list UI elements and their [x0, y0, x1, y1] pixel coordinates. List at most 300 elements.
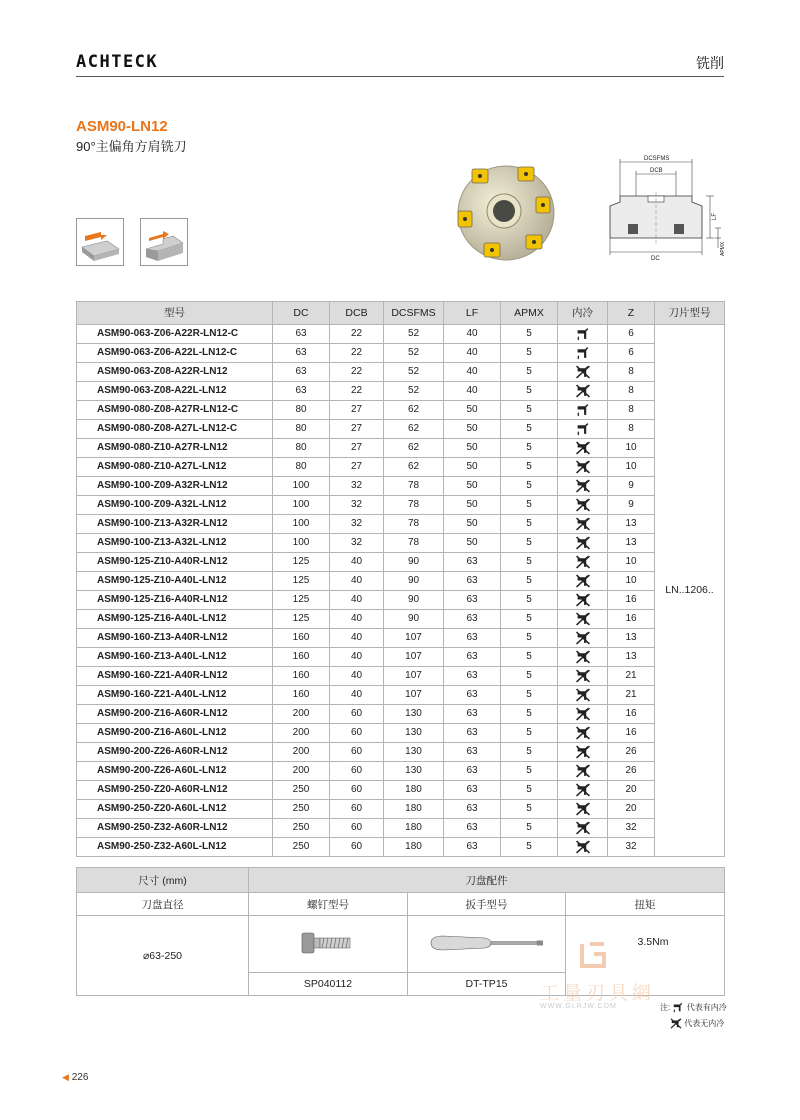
cell-apmx: 5 — [501, 401, 558, 420]
cell-dcb: 60 — [330, 724, 384, 743]
cell-dcsfms: 52 — [384, 363, 444, 382]
cell-apmx: 5 — [501, 819, 558, 838]
cell-dcb: 22 — [330, 363, 384, 382]
internal-coolant-icon — [558, 344, 608, 363]
cell-dc: 160 — [273, 686, 330, 705]
cell-model: ASM90-100-Z09-A32L-LN12 — [77, 496, 273, 515]
cell-z: 21 — [608, 667, 655, 686]
cell-lf: 63 — [444, 553, 501, 572]
cell-z: 8 — [608, 382, 655, 401]
cell-apmx: 5 — [501, 553, 558, 572]
diameter-header: 刀盘直径 — [77, 893, 249, 916]
header-dcsfms: DCSFMS — [384, 302, 444, 325]
cell-dcb: 60 — [330, 781, 384, 800]
table-row — [77, 762, 725, 781]
wrench-icon — [427, 933, 547, 953]
no-coolant-icon — [558, 686, 608, 705]
page-number — [62, 1072, 88, 1083]
table-row — [77, 705, 725, 724]
cell-lf: 40 — [444, 325, 501, 344]
cell-z: 13 — [608, 515, 655, 534]
dc-label: DC — [651, 256, 660, 262]
table-row — [77, 458, 725, 477]
table-row — [77, 515, 725, 534]
cell-dcsfms: 52 — [384, 382, 444, 401]
cell-dcsfms: 90 — [384, 591, 444, 610]
cell-lf: 50 — [444, 458, 501, 477]
cell-lf: 40 — [444, 344, 501, 363]
cell-lf: 63 — [444, 705, 501, 724]
accessories-table — [76, 867, 725, 996]
cell-model: ASM90-125-Z10-A40L-LN12 — [77, 572, 273, 591]
cell-dcb: 40 — [330, 648, 384, 667]
cell-z: 32 — [608, 838, 655, 857]
internal-coolant-icon — [558, 325, 608, 344]
cell-apmx: 5 — [501, 534, 558, 553]
cell-model: ASM90-100-Z13-A32L-LN12 — [77, 534, 273, 553]
cell-model: ASM90-160-Z13-A40L-LN12 — [77, 648, 273, 667]
no-coolant-icon — [558, 629, 608, 648]
cell-dc: 125 — [273, 572, 330, 591]
cell-dc: 63 — [273, 344, 330, 363]
table-row — [77, 553, 725, 572]
cell-dcsfms: 90 — [384, 572, 444, 591]
cell-dc: 200 — [273, 724, 330, 743]
cell-dcb: 27 — [330, 420, 384, 439]
cell-apmx: 5 — [501, 420, 558, 439]
cell-dcb: 27 — [330, 439, 384, 458]
no-coolant-icon — [558, 819, 608, 838]
header-dcb: DCB — [330, 302, 384, 325]
cell-dcsfms: 62 — [384, 439, 444, 458]
cell-dcb: 60 — [330, 705, 384, 724]
cell-z: 16 — [608, 705, 655, 724]
header-lf: LF — [444, 302, 501, 325]
cell-model: ASM90-250-Z20-A60L-LN12 — [77, 800, 273, 819]
cell-dcb: 40 — [330, 553, 384, 572]
cell-z: 6 — [608, 325, 655, 344]
section-title: 铣削 — [696, 55, 724, 71]
internal-coolant-icon — [558, 420, 608, 439]
cell-dcsfms: 90 — [384, 610, 444, 629]
legend-internal — [660, 1002, 727, 1013]
no-coolant-icon — [558, 705, 608, 724]
cell-dcb: 32 — [330, 477, 384, 496]
wrench-image — [408, 916, 566, 973]
cell-z: 10 — [608, 572, 655, 591]
table-row — [77, 838, 725, 857]
cell-dcsfms: 107 — [384, 686, 444, 705]
page-arrow-icon: ◀ — [62, 1072, 69, 1082]
cell-dcb: 60 — [330, 743, 384, 762]
no-coolant-icon — [558, 591, 608, 610]
cell-model: ASM90-160-Z21-A40R-LN12 — [77, 667, 273, 686]
cell-model: ASM90-160-Z13-A40R-LN12 — [77, 629, 273, 648]
cell-model: ASM90-160-Z21-A40L-LN12 — [77, 686, 273, 705]
internal-coolant-icon — [558, 401, 608, 420]
cell-apmx: 5 — [501, 496, 558, 515]
cell-z: 10 — [608, 439, 655, 458]
no-coolant-icon — [558, 553, 608, 572]
cell-lf: 50 — [444, 515, 501, 534]
cell-apmx: 5 — [501, 344, 558, 363]
cell-dcb: 60 — [330, 800, 384, 819]
cell-dc: 100 — [273, 477, 330, 496]
cell-apmx: 5 — [501, 515, 558, 534]
cell-apmx: 5 — [501, 800, 558, 819]
wrench-model: DT-TP15 — [408, 973, 566, 996]
cell-dcb: 22 — [330, 344, 384, 363]
watermark-url: WWW.GLRJW.COM — [540, 1003, 617, 1010]
cell-lf: 63 — [444, 800, 501, 819]
size-header: 尺寸 (mm) — [77, 868, 249, 893]
cell-apmx: 5 — [501, 458, 558, 477]
no-coolant-icon — [558, 762, 608, 781]
cell-apmx: 5 — [501, 439, 558, 458]
cell-dcb: 40 — [330, 572, 384, 591]
dcsfms-label: DCSFMS — [644, 156, 670, 162]
cell-z: 32 — [608, 819, 655, 838]
cell-lf: 63 — [444, 648, 501, 667]
cell-apmx: 5 — [501, 610, 558, 629]
cell-model: ASM90-100-Z09-A32R-LN12 — [77, 477, 273, 496]
table-row — [77, 781, 725, 800]
cell-z: 16 — [608, 610, 655, 629]
cell-apmx: 5 — [501, 648, 558, 667]
lf-label: LF — [712, 212, 718, 220]
cell-dcsfms: 52 — [384, 344, 444, 363]
cell-z: 26 — [608, 743, 655, 762]
no-coolant-icon — [558, 382, 608, 401]
cell-lf: 63 — [444, 743, 501, 762]
cell-dcsfms: 180 — [384, 781, 444, 800]
table-row — [77, 534, 725, 553]
header-coolant: 内冷 — [558, 302, 608, 325]
cell-apmx: 5 — [501, 477, 558, 496]
no-coolant-icon — [558, 610, 608, 629]
cell-lf: 63 — [444, 724, 501, 743]
apmx-label: APMX — [720, 241, 726, 256]
cell-dcsfms: 130 — [384, 724, 444, 743]
cell-apmx: 5 — [501, 572, 558, 591]
cell-lf: 50 — [444, 420, 501, 439]
no-coolant-icon — [558, 496, 608, 515]
cell-model: ASM90-080-Z10-A27R-LN12 — [77, 439, 273, 458]
torque-header: 扭矩 — [566, 893, 725, 916]
cell-model: ASM90-250-Z20-A60R-LN12 — [77, 781, 273, 800]
table-row — [77, 439, 725, 458]
cell-dc: 200 — [273, 705, 330, 724]
table-row — [77, 572, 725, 591]
parts-header: 刀盘配件 — [249, 868, 725, 893]
cell-dc: 160 — [273, 667, 330, 686]
cell-dcb: 60 — [330, 838, 384, 857]
legend-internal-text: 代表有内冷 — [686, 1003, 727, 1012]
cell-apmx: 5 — [501, 363, 558, 382]
header-apmx: APMX — [501, 302, 558, 325]
cell-dc: 160 — [273, 648, 330, 667]
cell-lf: 63 — [444, 629, 501, 648]
cell-dc: 250 — [273, 838, 330, 857]
cell-dc: 125 — [273, 553, 330, 572]
cell-model: ASM90-125-Z16-A40L-LN12 — [77, 610, 273, 629]
cell-model: ASM90-080-Z08-A27L-LN12-C — [77, 420, 273, 439]
cell-dcb: 60 — [330, 762, 384, 781]
cell-dc: 125 — [273, 610, 330, 629]
cell-model: ASM90-063-Z08-A22L-LN12 — [77, 382, 273, 401]
cell-dc: 200 — [273, 743, 330, 762]
cell-dcb: 32 — [330, 496, 384, 515]
table-row — [77, 325, 725, 344]
cell-z: 9 — [608, 477, 655, 496]
cell-lf: 50 — [444, 534, 501, 553]
cell-lf: 63 — [444, 591, 501, 610]
cell-z: 13 — [608, 648, 655, 667]
cell-z: 13 — [608, 534, 655, 553]
cell-z: 21 — [608, 686, 655, 705]
cell-apmx: 5 — [501, 629, 558, 648]
table-row — [77, 629, 725, 648]
watermark-text: 工量刃具網 — [540, 983, 656, 1004]
table-row — [77, 401, 725, 420]
header-dc: DC — [273, 302, 330, 325]
cell-model: ASM90-200-Z16-A60R-LN12 — [77, 705, 273, 724]
table-row — [77, 686, 725, 705]
cell-dc: 250 — [273, 781, 330, 800]
cell-lf: 50 — [444, 496, 501, 515]
cell-z: 6 — [608, 344, 655, 363]
brand-logo: ACHTECK — [76, 52, 159, 72]
table-row — [77, 819, 725, 838]
cell-dcsfms: 130 — [384, 762, 444, 781]
cell-dcb: 22 — [330, 325, 384, 344]
cell-dcb: 40 — [330, 610, 384, 629]
cell-dcsfms: 180 — [384, 838, 444, 857]
cell-lf: 63 — [444, 686, 501, 705]
screw-model: SP040112 — [249, 973, 408, 996]
cell-apmx: 5 — [501, 325, 558, 344]
cell-model: ASM90-063-Z08-A22R-LN12 — [77, 363, 273, 382]
table-row — [77, 382, 725, 401]
table-row — [77, 420, 725, 439]
cell-dcsfms: 180 — [384, 800, 444, 819]
cell-z: 8 — [608, 363, 655, 382]
cell-dcsfms: 107 — [384, 629, 444, 648]
cell-model: ASM90-080-Z08-A27R-LN12-C — [77, 401, 273, 420]
no-coolant-icon — [558, 572, 608, 591]
cell-dc: 100 — [273, 496, 330, 515]
cell-dc: 100 — [273, 534, 330, 553]
cell-apmx: 5 — [501, 781, 558, 800]
cell-dcsfms: 62 — [384, 458, 444, 477]
no-coolant-icon — [558, 534, 608, 553]
no-coolant-icon — [558, 515, 608, 534]
cell-dcb: 40 — [330, 591, 384, 610]
table-row — [77, 667, 725, 686]
cell-dcsfms: 180 — [384, 819, 444, 838]
table-header-row — [77, 302, 725, 325]
no-coolant-icon — [558, 439, 608, 458]
watermark-logo-icon — [578, 940, 608, 970]
no-coolant-icon — [670, 1018, 682, 1029]
table-row — [77, 496, 725, 515]
cell-z: 20 — [608, 781, 655, 800]
cell-dcsfms: 107 — [384, 648, 444, 667]
no-coolant-icon — [558, 477, 608, 496]
cell-lf: 63 — [444, 781, 501, 800]
internal-coolant-icon — [672, 1002, 684, 1013]
cell-lf: 50 — [444, 439, 501, 458]
cell-z: 16 — [608, 591, 655, 610]
legend-none — [660, 1018, 724, 1029]
cell-lf: 63 — [444, 572, 501, 591]
cell-lf: 63 — [444, 610, 501, 629]
cell-dcb: 32 — [330, 534, 384, 553]
cell-dc: 160 — [273, 629, 330, 648]
cell-lf: 63 — [444, 819, 501, 838]
cell-dc: 63 — [273, 382, 330, 401]
cell-dcsfms: 130 — [384, 743, 444, 762]
spec-table — [76, 301, 725, 857]
cell-dcsfms: 62 — [384, 401, 444, 420]
page-number-value: 226 — [71, 1072, 89, 1083]
cell-dcsfms: 107 — [384, 667, 444, 686]
cell-apmx: 5 — [501, 743, 558, 762]
screw-header: 螺钉型号 — [249, 893, 408, 916]
no-coolant-icon — [558, 458, 608, 477]
cell-z: 26 — [608, 762, 655, 781]
no-coolant-icon — [558, 743, 608, 762]
no-coolant-icon — [558, 724, 608, 743]
cell-lf: 40 — [444, 363, 501, 382]
cell-dcb: 40 — [330, 686, 384, 705]
cell-lf: 50 — [444, 401, 501, 420]
cell-z: 20 — [608, 800, 655, 819]
shoulder-milling-icon — [140, 218, 188, 266]
no-coolant-icon — [558, 800, 608, 819]
no-coolant-icon — [558, 667, 608, 686]
cell-model: ASM90-080-Z10-A27L-LN12 — [77, 458, 273, 477]
cell-dcb: 27 — [330, 458, 384, 477]
cutter-photo — [450, 155, 562, 267]
cell-model: ASM90-063-Z06-A22L-LN12-C — [77, 344, 273, 363]
cell-dc: 250 — [273, 819, 330, 838]
table-row — [77, 344, 725, 363]
cell-dcsfms: 78 — [384, 496, 444, 515]
table-row — [77, 724, 725, 743]
no-coolant-icon — [558, 781, 608, 800]
cutter-dimension-drawing — [598, 152, 726, 264]
cell-dc: 100 — [273, 515, 330, 534]
cell-model: ASM90-200-Z26-A60R-LN12 — [77, 743, 273, 762]
cell-dc: 200 — [273, 762, 330, 781]
product-code: ASM90-LN12 — [76, 118, 168, 135]
product-description: 90°主偏角方肩铣刀 — [76, 139, 187, 154]
cell-dcsfms: 90 — [384, 553, 444, 572]
legend-none-text: 代表无内冷 — [684, 1019, 725, 1028]
cell-z: 10 — [608, 553, 655, 572]
cell-model: ASM90-250-Z32-A60R-LN12 — [77, 819, 273, 838]
diameter-range: ⌀63-250 — [77, 916, 249, 996]
cell-z: 10 — [608, 458, 655, 477]
cell-z: 8 — [608, 420, 655, 439]
no-coolant-icon — [558, 648, 608, 667]
cell-apmx: 5 — [501, 667, 558, 686]
cell-dcsfms: 130 — [384, 705, 444, 724]
dcb-label: DCB — [650, 168, 663, 174]
header-model: 型号 — [77, 302, 273, 325]
cell-dc: 250 — [273, 800, 330, 819]
screw-icon — [300, 930, 356, 956]
cell-dc: 63 — [273, 363, 330, 382]
table-row — [77, 800, 725, 819]
wrench-header: 扳手型号 — [408, 893, 566, 916]
cell-model: ASM90-200-Z16-A60L-LN12 — [77, 724, 273, 743]
no-coolant-icon — [558, 363, 608, 382]
cell-dcsfms: 78 — [384, 534, 444, 553]
table-row — [77, 363, 725, 382]
face-milling-icon — [76, 218, 124, 266]
cell-dcb: 32 — [330, 515, 384, 534]
cell-model: ASM90-200-Z26-A60L-LN12 — [77, 762, 273, 781]
no-coolant-icon — [558, 838, 608, 857]
header-z: Z — [608, 302, 655, 325]
cell-dcb: 40 — [330, 667, 384, 686]
screw-image — [249, 916, 408, 973]
cell-apmx: 5 — [501, 705, 558, 724]
cell-dcsfms: 62 — [384, 420, 444, 439]
cell-insert-type: LN..1206.. — [655, 325, 725, 857]
table-row — [77, 610, 725, 629]
cell-lf: 63 — [444, 667, 501, 686]
cell-z: 16 — [608, 724, 655, 743]
cell-lf: 63 — [444, 838, 501, 857]
cell-dcb: 22 — [330, 382, 384, 401]
table-row — [77, 477, 725, 496]
cell-apmx: 5 — [501, 686, 558, 705]
cell-z: 8 — [608, 401, 655, 420]
cell-dcsfms: 78 — [384, 515, 444, 534]
cell-dcsfms: 78 — [384, 477, 444, 496]
table-row — [77, 591, 725, 610]
legend-note-prefix: 注: — [660, 1003, 671, 1012]
cell-z: 13 — [608, 629, 655, 648]
cell-model: ASM90-250-Z32-A60L-LN12 — [77, 838, 273, 857]
cell-apmx: 5 — [501, 762, 558, 781]
cell-apmx: 5 — [501, 382, 558, 401]
cell-dc: 63 — [273, 325, 330, 344]
cell-lf: 50 — [444, 477, 501, 496]
cell-model: ASM90-125-Z16-A40R-LN12 — [77, 591, 273, 610]
cell-dcb: 40 — [330, 629, 384, 648]
cell-dcb: 27 — [330, 401, 384, 420]
cell-dc: 80 — [273, 439, 330, 458]
cell-dc: 80 — [273, 401, 330, 420]
cell-model: ASM90-063-Z06-A22R-LN12-C — [77, 325, 273, 344]
cell-lf: 63 — [444, 762, 501, 781]
cell-apmx: 5 — [501, 591, 558, 610]
header-insert: 刀片型号 — [655, 302, 725, 325]
header-divider — [76, 76, 724, 77]
cell-dc: 80 — [273, 458, 330, 477]
cell-lf: 40 — [444, 382, 501, 401]
table-row — [77, 648, 725, 667]
cell-dcsfms: 52 — [384, 325, 444, 344]
cell-apmx: 5 — [501, 724, 558, 743]
torque-value: 3.5Nm — [637, 935, 669, 948]
table-row — [77, 743, 725, 762]
cell-model: ASM90-100-Z13-A32R-LN12 — [77, 515, 273, 534]
